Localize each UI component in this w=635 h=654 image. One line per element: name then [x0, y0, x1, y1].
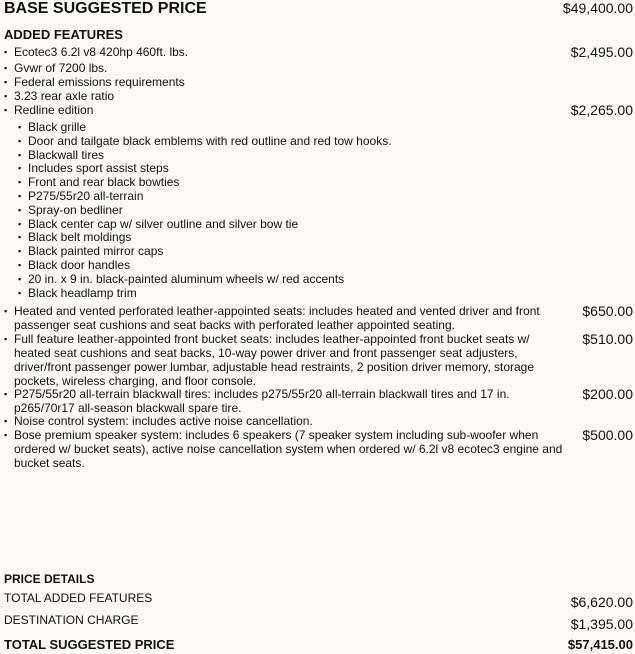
destination-charge-value: $1,395.00: [570, 616, 633, 632]
bullet-icon: ▪: [18, 232, 22, 242]
feature-item: ▪ Federal emissions requirements: [4, 75, 185, 89]
feature-item: ▪ Full feature leather-appointed front bucket seats: includes leather-appointed front bucket seats w/ heated seat cushions and seat backs, 10-way power driver and front passenger seat adjusters, driver/front passenger power lumbar, adjustable head restraints, 2 position driver memory, storage pockets, wireless charging, and floor console. $510.00: [4, 331, 633, 388]
destination-charge-label: DESTINATION CHARGE: [4, 613, 139, 627]
base-price-row: [4, 0, 633, 18]
bullet-icon: ▪: [18, 288, 22, 298]
bullet-icon: ▪: [4, 63, 8, 73]
base-price-value: $49,400.00: [562, 0, 633, 16]
bullet-icon: ▪: [4, 306, 8, 316]
bullet-icon: ▪: [4, 430, 8, 440]
total-added-features-row: [4, 591, 633, 610]
bullet-icon: ▪: [4, 334, 8, 344]
bullet-icon: ▪: [4, 91, 8, 101]
bullet-icon: ▪: [18, 122, 22, 132]
bullet-icon: ▪: [4, 416, 8, 426]
price-details-title: PRICE DETAILS: [4, 572, 95, 586]
bullet-icon: ▪: [4, 105, 8, 115]
bullet-icon: ▪: [4, 389, 8, 399]
redline-subitem: ▪ Spray-on bedliner: [18, 203, 123, 217]
added-features-title: ADDED FEATURES: [4, 27, 123, 42]
bullet-icon: ▪: [18, 177, 22, 187]
bullet-icon: ▪: [18, 260, 22, 270]
redline-subitem: ▪ Black headlamp trim: [18, 286, 137, 300]
redline-subitem: ▪ Front and rear black bowties: [18, 175, 180, 189]
redline-subitem: ▪ P275/55r20 all-terrain: [18, 189, 144, 203]
redline-subitem: ▪ Black grille: [18, 120, 87, 134]
feature-item: ▪ Heated and vented perforated leather-appointed seats: includes heated and vented driver and front passenger seat cushions and seat backs with perforated leather appointed seating. $650.00: [4, 303, 633, 332]
bullet-icon: ▪: [4, 77, 8, 87]
destination-charge-row: [4, 613, 633, 632]
base-price-label: BASE SUGGESTED PRICE: [4, 0, 207, 17]
bullet-icon: ▪: [18, 219, 22, 229]
bullet-icon: ▪: [18, 205, 22, 215]
bullet-icon: ▪: [18, 274, 22, 284]
redline-subitem: ▪ 20 in. x 9 in. black-painted aluminum wheels w/ red accents: [18, 272, 345, 286]
feature-item-redline: ▪ Redline edition $2,265.00: [4, 102, 633, 118]
redline-subitem: ▪ Black center cap w/ silver outline and silver bow tie: [18, 217, 299, 231]
redline-subitem: ▪ Black belt moldings: [18, 230, 132, 244]
redline-subitem: ▪ Door and tailgate black emblems with red outline and red tow hooks.: [18, 134, 392, 148]
bullet-icon: ▪: [18, 136, 22, 146]
total-suggested-price-label: TOTAL SUGGESTED PRICE: [4, 637, 175, 652]
feature-item: ▪ Noise control system: includes active noise cancellation.: [4, 414, 313, 428]
redline-subitem: ▪ Black painted mirror caps: [18, 244, 164, 258]
total-suggested-price-row: [4, 637, 633, 652]
redline-subitem: ▪ Black door handles: [18, 258, 131, 272]
bullet-icon: ▪: [4, 47, 8, 57]
bullet-icon: ▪: [18, 246, 22, 256]
feature-item: ▪ P275/55r20 all-terrain blackwall tires: includes p275/55r20 all-terrain blackwall tires and 17 in. p265/70r17 all-season blackwall spare tire. $200.00: [4, 386, 633, 415]
bullet-icon: ▪: [18, 150, 22, 160]
feature-item: ▪ Gvwr of 7200 lbs.: [4, 61, 108, 75]
total-suggested-price-value: $57,415.00: [567, 637, 633, 652]
total-added-features-value: $6,620.00: [570, 594, 633, 610]
redline-subitem: ▪ Includes sport assist steps: [18, 161, 169, 175]
feature-item: ▪ 3.23 rear axle ratio: [4, 89, 115, 103]
redline-subitem: ▪ Blackwall tires: [18, 148, 105, 162]
feature-item: ▪ Ecotec3 6.2l v8 420hp 460ft. lbs. $2,495.00: [4, 44, 633, 60]
bullet-icon: ▪: [18, 163, 22, 173]
bullet-icon: ▪: [18, 191, 22, 201]
feature-item: ▪ Bose premium speaker system: includes 6 speakers (7 speaker system including sub-woofer when ordered w/ bucket seats), active noise cancellation system when ordered w/ 6.2l v8 ecotec3 engine and bucket seats. $500.00: [4, 427, 633, 470]
total-added-features-label: TOTAL ADDED FEATURES: [4, 591, 153, 605]
